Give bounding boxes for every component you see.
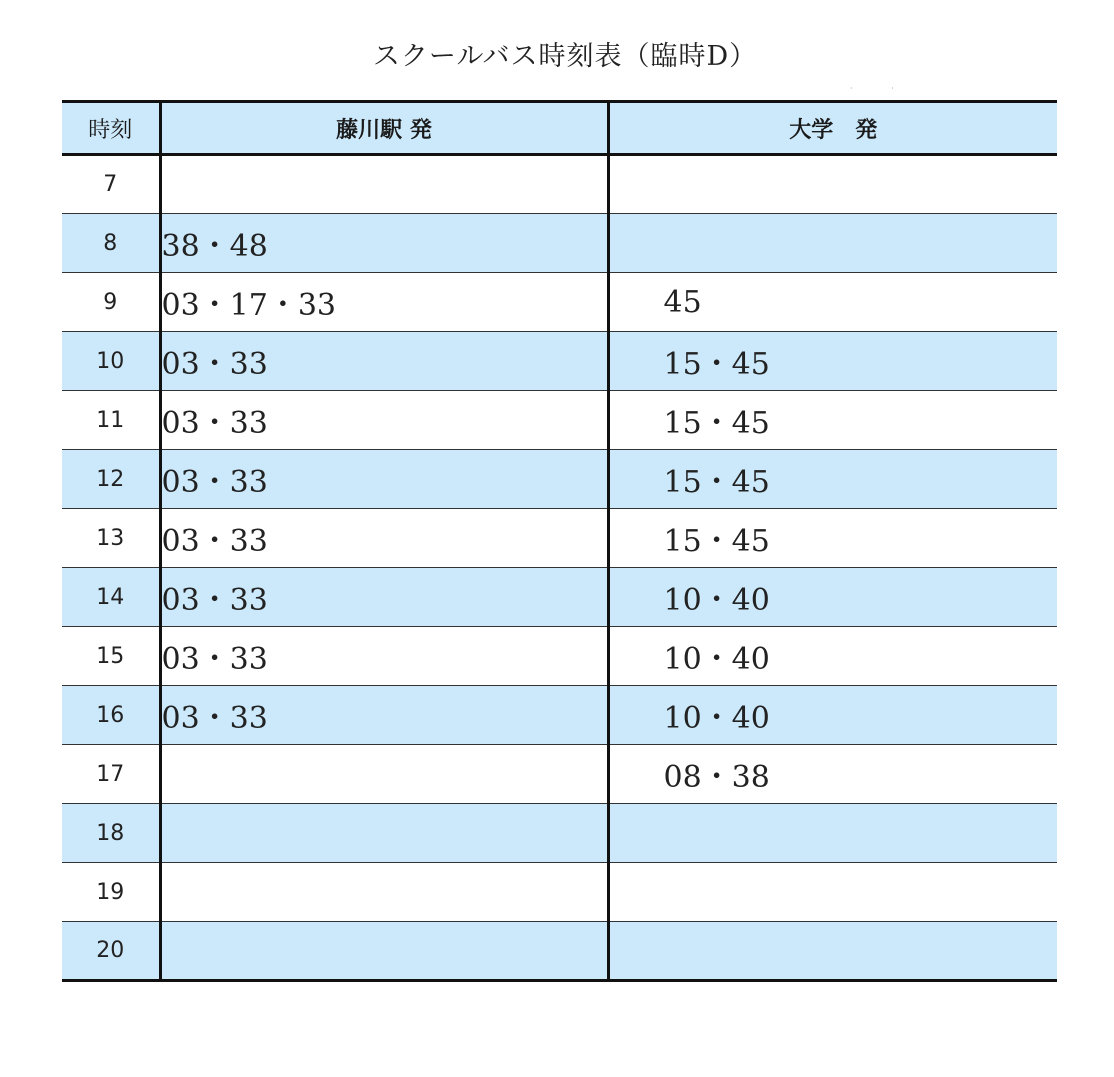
fujikawa-times <box>160 863 608 922</box>
hour-cell: 13 <box>62 509 160 568</box>
page-title: スクールバス時刻表（臨時D） <box>372 41 758 72</box>
table-row <box>62 804 1057 863</box>
table-row <box>62 863 1057 922</box>
university-times: 45 <box>608 273 1057 332</box>
hour-cell: 7 <box>62 155 160 214</box>
university-times <box>608 155 1057 214</box>
header-university-departure: 大学 発 <box>608 102 1057 155</box>
table-row <box>62 509 1057 568</box>
table-row <box>62 332 1057 391</box>
fujikawa-times: 03・33 <box>160 450 608 509</box>
header-fujikawa-departure: 藤川駅 発 <box>160 102 608 155</box>
table-row <box>62 745 1057 804</box>
hour-cell: 11 <box>62 391 160 450</box>
table-row <box>62 155 1057 214</box>
table-row <box>62 922 1057 981</box>
hour-cell: 19 <box>62 863 160 922</box>
fujikawa-times: 03・33 <box>160 391 608 450</box>
university-times: 10・40 <box>608 686 1057 745</box>
hour-cell: 14 <box>62 568 160 627</box>
hour-cell: 8 <box>62 214 160 273</box>
table-row <box>62 450 1057 509</box>
timetable-body <box>62 155 1057 981</box>
fujikawa-times <box>160 922 608 981</box>
university-times: 08・38 <box>608 745 1057 804</box>
hour-cell: 18 <box>62 804 160 863</box>
fujikawa-times <box>160 804 608 863</box>
table-row <box>62 568 1057 627</box>
table-row <box>62 273 1057 332</box>
table-row <box>62 391 1057 450</box>
hour-cell: 15 <box>62 627 160 686</box>
table-row <box>62 214 1057 273</box>
university-times: 10・40 <box>608 568 1057 627</box>
fujikawa-times: 03・33 <box>160 332 608 391</box>
fujikawa-times: 03・33 <box>160 627 608 686</box>
university-times <box>608 922 1057 981</box>
hour-cell: 17 <box>62 745 160 804</box>
fujikawa-times: 03・33 <box>160 509 608 568</box>
university-times: 15・45 <box>608 509 1057 568</box>
university-times: 15・45 <box>608 332 1057 391</box>
header-hour: 時刻 <box>62 102 160 155</box>
table-row <box>62 686 1057 745</box>
scan-marks: · · <box>850 84 912 93</box>
university-times <box>608 214 1057 273</box>
university-times <box>608 804 1057 863</box>
university-times: 10・40 <box>608 627 1057 686</box>
table-header-row <box>62 102 1057 155</box>
hour-cell: 20 <box>62 922 160 981</box>
university-times: 15・45 <box>608 391 1057 450</box>
fujikawa-times: 38・48 <box>160 214 608 273</box>
hour-cell: 9 <box>62 273 160 332</box>
fujikawa-times: 03・33 <box>160 568 608 627</box>
table-row <box>62 627 1057 686</box>
fujikawa-times: 03・33 <box>160 686 608 745</box>
hour-cell: 16 <box>62 686 160 745</box>
fujikawa-times <box>160 745 608 804</box>
university-times: 15・45 <box>608 450 1057 509</box>
fujikawa-times: 03・17・33 <box>160 273 608 332</box>
fujikawa-times <box>160 155 608 214</box>
bus-timetable <box>62 100 1057 982</box>
university-times <box>608 863 1057 922</box>
hour-cell: 12 <box>62 450 160 509</box>
hour-cell: 10 <box>62 332 160 391</box>
